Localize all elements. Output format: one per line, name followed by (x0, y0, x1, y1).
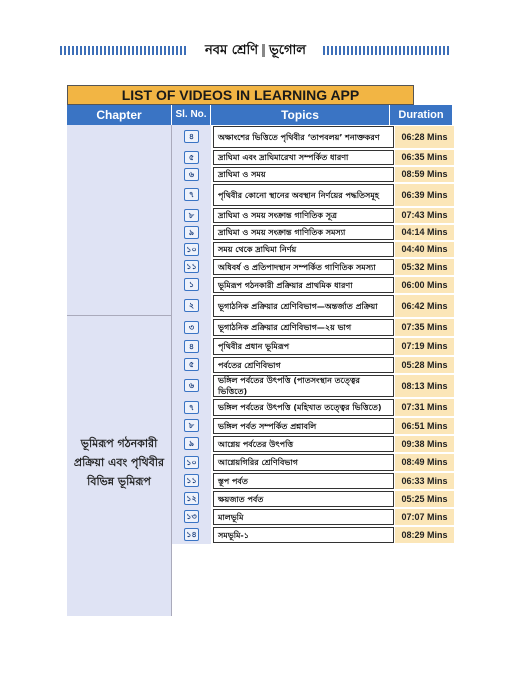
duration-cell: 07:35 Mins (395, 319, 454, 336)
header-separator (262, 44, 265, 57)
serial-number-badge: ১০ (184, 243, 199, 256)
column-header-duration: Duration (390, 105, 452, 125)
duration-cell: 07:43 Mins (395, 208, 454, 223)
slno-cell (172, 398, 211, 417)
topic-cell (213, 473, 394, 489)
duration-cell: 05:25 Mins (395, 491, 454, 507)
table-row[interactable] (172, 166, 454, 183)
header-class: নবম শ্রেণি (205, 43, 259, 58)
topic-cell (213, 225, 394, 240)
slno-cell (172, 337, 211, 356)
topic-cell (213, 150, 394, 165)
topic-cell (213, 454, 394, 471)
table-row[interactable] (172, 125, 454, 149)
serial-number-badge: ৭ (184, 188, 199, 201)
serial-number-badge: ১১ (184, 260, 199, 273)
topic-cell (213, 259, 394, 275)
topic-text: পৃথিবীর কোনো স্থানের অবস্থান নির্ণয়ের পদ্ধতিসমূহ (218, 190, 379, 200)
slno-cell (172, 183, 211, 207)
slno-cell (172, 453, 211, 472)
topic-text: আগ্নেয় পর্বতের উৎপত্তি (218, 439, 294, 449)
topic-cell (213, 418, 394, 434)
table-row[interactable] (172, 149, 454, 166)
serial-number-badge: ৯ (184, 437, 199, 450)
table-row[interactable] (172, 472, 454, 490)
table-row[interactable] (172, 435, 454, 453)
slno-cell (172, 166, 211, 183)
slno-cell (172, 490, 211, 508)
topic-text: দ্রাঘিমা এবং দ্রাঘিমারেখা সম্পর্কিত ধারণা (218, 153, 349, 162)
duration-cell: 06:42 Mins (395, 295, 454, 317)
table-row[interactable] (172, 490, 454, 508)
topic-text: দ্রাঘিমা ও সময় (218, 170, 266, 179)
topic-text: ভঙ্গিল পর্বতের উৎপত্তি (পাতসংস্থান তত্ত্বের ভিত্তিতে) (218, 376, 360, 396)
topic-cell (213, 277, 394, 293)
slno-cell (172, 294, 211, 318)
topic-text: ভূগাঠনিক প্রক্রিয়ার শ্রেণিবিভাগ—২য় ভাগ (218, 323, 352, 332)
topic-cell (213, 357, 394, 373)
slno-cell (172, 472, 211, 490)
duration-cell: 08:13 Mins (395, 375, 454, 397)
serial-number-badge: ৫ (184, 358, 199, 371)
duration-cell: 04:14 Mins (395, 225, 454, 240)
serial-number-badge: ১০ (184, 456, 199, 469)
column-header-chapter: Chapter (67, 105, 172, 125)
column-header-slno: Sl. No. (172, 105, 211, 125)
table-row[interactable] (172, 318, 454, 337)
duration-cell: 04:40 Mins (395, 242, 454, 257)
topic-cell (213, 338, 394, 355)
topic-cell (213, 436, 394, 452)
chapter-cell-continued (67, 125, 172, 316)
duration-cell: 08:49 Mins (395, 454, 454, 471)
table-row[interactable] (172, 398, 454, 417)
table-row[interactable] (172, 417, 454, 435)
topic-text: ক্ষয়জাত পর্বত (218, 494, 264, 504)
duration-cell: 06:51 Mins (395, 418, 454, 434)
table-row[interactable] (172, 276, 454, 294)
topic-text: অধিবর্ষ ও প্রতিপাদস্থান সম্পর্কিত গাণিতিক সমস্যা (218, 262, 376, 272)
topic-text: দ্রাঘিমা ও সময় সংক্রান্ত গাণিতিক সূত্র (218, 211, 337, 220)
header-subject: ভূগোল (269, 43, 306, 58)
slno-cell (172, 356, 211, 374)
duration-cell: 06:00 Mins (395, 277, 454, 293)
topic-cell (213, 319, 394, 336)
topic-cell (213, 491, 394, 507)
table-row[interactable] (172, 224, 454, 241)
slno-cell (172, 508, 211, 526)
topic-text: পৃথিবীর প্রধান ভূমিরূপ (218, 342, 290, 351)
slno-cell (172, 374, 211, 398)
duration-cell: 07:31 Mins (395, 399, 454, 416)
table-row[interactable] (172, 241, 454, 258)
topic-cell (213, 184, 394, 206)
serial-number-badge: ৭ (184, 401, 199, 414)
serial-number-badge: ৬ (184, 379, 199, 392)
serial-number-badge: ১৩ (184, 510, 199, 523)
serial-number-badge: ৮ (184, 209, 199, 222)
slno-cell (172, 526, 211, 544)
topic-text: মালভূমি (218, 512, 244, 522)
slno-cell (172, 241, 211, 258)
column-header-topics: Topics (211, 105, 390, 125)
table-row[interactable] (172, 294, 454, 318)
topic-text: ভূগাঠনিক প্রক্রিয়ার শ্রেণিবিভাগ—অন্তর্জাত প্রক্রিয়া (218, 301, 378, 311)
serial-number-badge: ৮ (184, 419, 199, 432)
serial-number-badge: ৯ (184, 226, 199, 239)
topic-text: ভূমিরূপ গঠনকারী প্রক্রিয়ার প্রাথমিক ধারণা (218, 280, 353, 290)
duration-cell: 06:35 Mins (395, 150, 454, 165)
video-list-table (67, 85, 448, 615)
slno-cell (172, 125, 211, 149)
topic-text: দ্রাঘিমা ও সময় সংক্রান্ত গাণিতিক সমস্যা (218, 228, 346, 237)
table-row[interactable] (172, 356, 454, 374)
topic-text: সময় থেকে দ্রাঘিমা নির্ণয় (218, 245, 297, 254)
topic-cell (213, 375, 394, 397)
slno-cell (172, 318, 211, 337)
duration-cell: 05:28 Mins (395, 357, 454, 373)
serial-number-badge: ৬ (184, 168, 199, 181)
slno-cell (172, 207, 211, 224)
serial-number-badge: ২ (184, 299, 199, 312)
slno-cell (172, 258, 211, 276)
topic-text: আগ্নেয়গিরির শ্রেণিবিভাগ (218, 458, 298, 467)
slno-cell (172, 149, 211, 166)
duration-cell: 07:19 Mins (395, 338, 454, 355)
topic-cell (213, 527, 394, 543)
slno-cell (172, 417, 211, 435)
table-row[interactable] (172, 374, 454, 398)
serial-number-badge: ৪ (184, 130, 199, 143)
topic-cell (213, 208, 394, 223)
chapter-name: ভূমিরূপ গঠনকারী প্রক্রিয়া এবং পৃথিবীর বিভিন্ন ভূমিরূপ (73, 437, 165, 488)
slno-cell (172, 276, 211, 294)
topic-text: স্তূপ পর্বত (218, 476, 248, 486)
slno-cell (172, 224, 211, 241)
table-row[interactable] (172, 207, 454, 224)
serial-number-badge: ১২ (184, 492, 199, 505)
serial-number-badge: ১১ (184, 474, 199, 487)
topic-cell (213, 126, 394, 148)
serial-number-badge: ৫ (184, 151, 199, 164)
chapter-cell-landforms (67, 316, 172, 616)
table-row[interactable] (172, 526, 454, 544)
topic-cell (213, 242, 394, 257)
duration-cell: 07:07 Mins (395, 509, 454, 525)
duration-cell: 06:39 Mins (395, 184, 454, 206)
page-header (60, 40, 451, 62)
topic-text: ভঙ্গিল পর্বতের উৎপত্তি (মহিখাত তত্ত্বের ভিত্তিতে) (218, 403, 382, 412)
serial-number-badge: ৩ (184, 321, 199, 334)
duration-cell: 09:38 Mins (395, 436, 454, 452)
duration-cell: 06:33 Mins (395, 473, 454, 489)
table-title: LIST OF VIDEOS IN LEARNING APP (67, 85, 414, 105)
topic-text: অক্ষাংশের ভিত্তিতে পৃথিবীর ‘তাপবলয়’ শনাক্তকরণ (218, 132, 380, 142)
topic-text: পর্বতের শ্রেণিবিভাগ (218, 360, 281, 370)
table-row[interactable] (172, 508, 454, 526)
table-row[interactable] (172, 183, 454, 207)
duration-cell: 08:59 Mins (395, 167, 454, 182)
serial-number-badge: ১ (184, 278, 199, 291)
topic-cell (213, 509, 394, 525)
topic-text: সমভূমি-১ (218, 530, 249, 540)
topic-cell (213, 399, 394, 416)
table-row[interactable] (172, 337, 454, 356)
header-title (60, 40, 451, 62)
duration-cell: 08:29 Mins (395, 527, 454, 543)
topic-cell (213, 295, 394, 317)
serial-number-badge: ৪ (184, 340, 199, 353)
topic-cell (213, 167, 394, 182)
duration-cell: 06:28 Mins (395, 126, 454, 148)
serial-number-badge: ১৪ (184, 528, 199, 541)
duration-cell: 05:32 Mins (395, 259, 454, 275)
topic-text: ভঙ্গিল পর্বত সম্পর্কিত প্রশ্নাবলি (218, 421, 317, 431)
table-row[interactable] (172, 453, 454, 472)
table-row[interactable] (172, 258, 454, 276)
slno-cell (172, 435, 211, 453)
